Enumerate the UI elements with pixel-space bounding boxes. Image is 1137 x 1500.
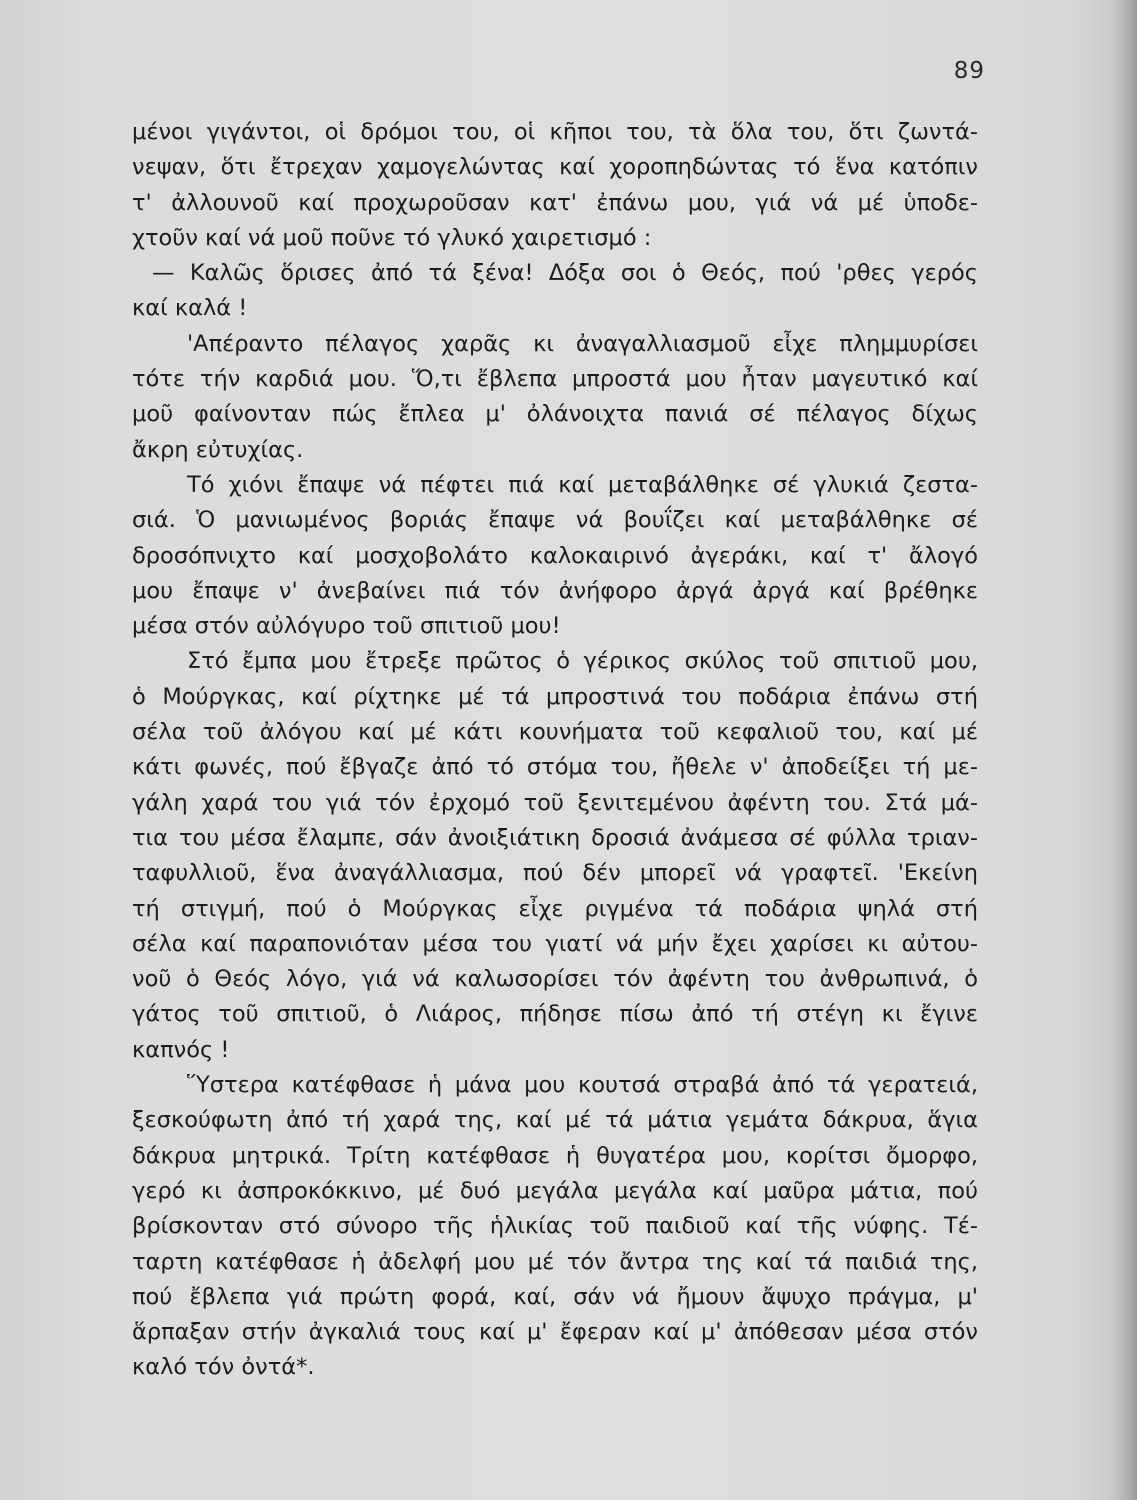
text-line: μου ἔπαψε ν' ἀνεβαίνει πιά τόν ἀνήφορο ἀργά ἀργά καί βρέθηκε	[132, 577, 978, 604]
text-line: καλό τόν ὀντά*.	[132, 1354, 315, 1381]
text-line: σέλα καί παραπονιόταν μέσα του γιατί νά μήν ἔχει χαρίσει κι αὐτου-	[132, 930, 978, 957]
text-line: — Καλῶς ὅρισες ἀπό τά ξένα! Δόξα σοι ὁ Θεός, πού 'ρθες γερός	[152, 260, 978, 287]
text-line: ταρτη κατέφθασε ἡ ἀδελφή μου μέ τόν ἄντρα της καί τά παιδιά της,	[132, 1248, 978, 1275]
text-line: τ' ἀλλουνοῦ καί προχωροῦσαν κατ' ἐπάνω μου, γιά νά μέ ὑποδε-	[132, 189, 978, 216]
text-line: πού ἔβλεπα γιά πρώτη φορά, καί, σάν νά ἤμουν ἄψυχο πράγμα, μ'	[132, 1283, 978, 1310]
text-line: χτοῦν καί νά μοῦ ποῦνε τό γλυκό χαιρετισμό :	[132, 224, 652, 251]
text-line: νεψαν, ὅτι ἔτρεχαν χαμογελώντας καί χοροπηδώντας τό ἕνα κατόπιν	[132, 154, 978, 181]
text-line: νοῦ ὁ Θεός λόγο, γιά νά καλωσορίσει τόν ἀφέντη του ἀνθρωπινά, ὁ	[132, 966, 978, 993]
text-line: ὁ Μούργκας, καί ρίχτηκε μέ τά μπροστινά του ποδάρια ἐπάνω στή	[132, 683, 978, 710]
text-line: Ὕστερα κατέφθασε ἡ μάνα μου κουτσά στραβά ἀπό τά γερατειά,	[187, 1072, 978, 1099]
text-line: ἄκρη εὐτυχίας.	[132, 436, 304, 463]
text-line: βρίσκονταν στό σύνορο τῆς ἡλικίας τοῦ παιδιοῦ καί τῆς νύφης. Τέ-	[132, 1213, 978, 1240]
text-line: γάλη χαρά του γιά τόν ἐρχομό τοῦ ξενιτεμένου ἀφέντη του. Στά μά-	[132, 789, 978, 816]
text-line: καπνός !	[132, 1036, 230, 1063]
text-line: μοῦ φαίνονταν πώς ἔπλεα μ' ὀλάνοιχτα πανιά σέ πέλαγος δίχως	[132, 401, 978, 428]
text-line: κάτι φωνές, πού ἔβγαζε ἀπό τό στόμα του, ἤθελε ν' ἀποδείξει τή με-	[132, 754, 978, 781]
text-line: σιά. Ὁ μανιωμένος βοριάς ἔπαψε νά βουΐζει καί μεταβάλθηκε σέ	[132, 507, 978, 534]
text-line: Στό ἔμπα μου ἔτρεξε πρῶτος ὁ γέρικος σκύλος τοῦ σπιτιοῦ μου,	[187, 648, 978, 675]
text-line: τότε τήν καρδιά μου. Ὅ,τι ἔβλεπα μπροστά μου ἦταν μαγευτικό καί	[132, 366, 978, 393]
text-line: ταφυλλιοῦ, ἕνα ἀναγάλλιασμα, πού δέν μπορεῖ νά γραφτεῖ. 'Εκείνη	[132, 860, 978, 887]
text-line: καί καλά !	[132, 295, 248, 322]
text-line: δροσόπνιχτο καί μοσχοβολάτο καλοκαιρινό ἀγεράκι, καί τ' ἄλογό	[132, 542, 978, 569]
text-line: ἅρπαξαν στήν ἀγκαλιά τους καί μ' ἔφεραν καί μ' ἀπόθεσαν μέσα στόν	[132, 1319, 978, 1346]
text-line: Τό χιόνι ἔπαψε νά πέφτει πιά καί μεταβάλθηκε σέ γλυκιά ζεστα-	[187, 471, 978, 498]
page-number: 89	[953, 58, 985, 84]
text-line: μένοι γιγάντοι, οἱ δρόμοι του, οἱ κῆποι του, τὰ ὅλα του, ὅτι ζωντά-	[132, 119, 978, 145]
text-line: γάτος τοῦ σπιτιοῦ, ὁ Λιάρος, πήδησε πίσω ἀπό τή στέγη κι ἔγινε	[132, 1001, 978, 1028]
text-line: 'Απέραντο πέλαγος χαρᾶς κι ἀναγαλλιασμοῦ εἶχε πλημμυρίσει	[187, 330, 978, 357]
body-text	[132, 115, 978, 1386]
text-line: τια του μέσα ἔλαμπε, σάν ἀνοιξιάτικη δροσιά ἀνάμεσα σέ φύλλα τριαν-	[132, 824, 978, 851]
text-line: μέσα στόν αὐλόγυρο τοῦ σπιτιοῦ μου!	[132, 613, 561, 640]
text-line: γερό κι ἀσπροκόκκινο, μέ δυό μεγάλα μεγάλα καί μαῦρα μάτια, πού	[132, 1177, 978, 1204]
text-line: σέλα τοῦ ἀλόγου καί μέ κάτι κουνήματα τοῦ κεφαλιοῦ του, καί μέ	[132, 719, 978, 746]
text-line: τή στιγμή, πού ὁ Μούργκας εἶχε ριγμένα τά ποδάρια ψηλά στή	[132, 895, 978, 922]
text-line: ξεσκούφωτη ἀπό τή χαρά της, καί μέ τά μάτια γεμάτα δάκρυα, ἅγια	[132, 1107, 978, 1134]
text-line: δάκρυα μητρικά. Τρίτη κατέφθασε ἡ θυγατέρα μου, κορίτσι ὄμορφο,	[132, 1142, 978, 1169]
